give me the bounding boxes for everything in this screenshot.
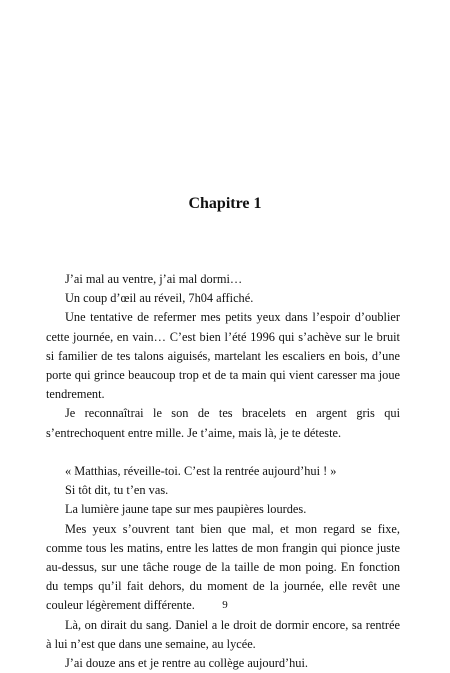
paragraph: Une tentative de refermer mes petits yeux dans l’espoir d’oublier cette journée, en vain… C’est bien l’été 1996 qui s’achève sur le bruit si familier de tes talons aiguisés, martelant les escaliers en bois, d’une porte qui grince beaucoup trop et de ta main qui vient caresser ma joue tendrement. <box>46 310 400 402</box>
paragraph: J’ai mal au ventre, j’ai mal dormi… <box>65 272 243 286</box>
paragraph: Un coup d’œil au réveil, 7h04 affiché. <box>65 291 254 306</box>
paragraph: J’ai douze ans et je rentre au collège aujourd’hui. <box>65 656 308 671</box>
paragraph: La lumière jaune tape sur mes paupières lourdes. <box>65 502 307 517</box>
paragraph: Mes yeux s’ouvrent tant bien que mal, et mon regard se fixe, comme tous les matins, entre les lattes de mon frangin qui pionce juste au-dessus, sur une tâche rouge de la taille de mon poing. En fonction du temps qu’il fait dehors, du moment de la journée, elle revêt une couleur légèrement différente. <box>46 521 400 613</box>
page-number: 9 <box>222 599 228 611</box>
chapter-title: Chapitre 1 <box>188 195 262 212</box>
paragraph: Là, on dirait du sang. Daniel a le droit de dormir encore, sa rentrée à lui n’est que dans une semaine, au lycée. <box>46 617 400 651</box>
paragraph: Si tôt dit, tu t’en vas. <box>65 483 169 498</box>
dialogue-paragraph: « Matthias, réveille-toi. C’est la rentrée aujourd’hui ! » <box>65 464 337 479</box>
chapter-body <box>46 270 400 673</box>
paragraph: Je reconnaîtrai le son de tes bracelets en argent gris qui s’entrechoquent entre mille. Je t’aime, mais là, je te déteste. <box>46 406 400 440</box>
